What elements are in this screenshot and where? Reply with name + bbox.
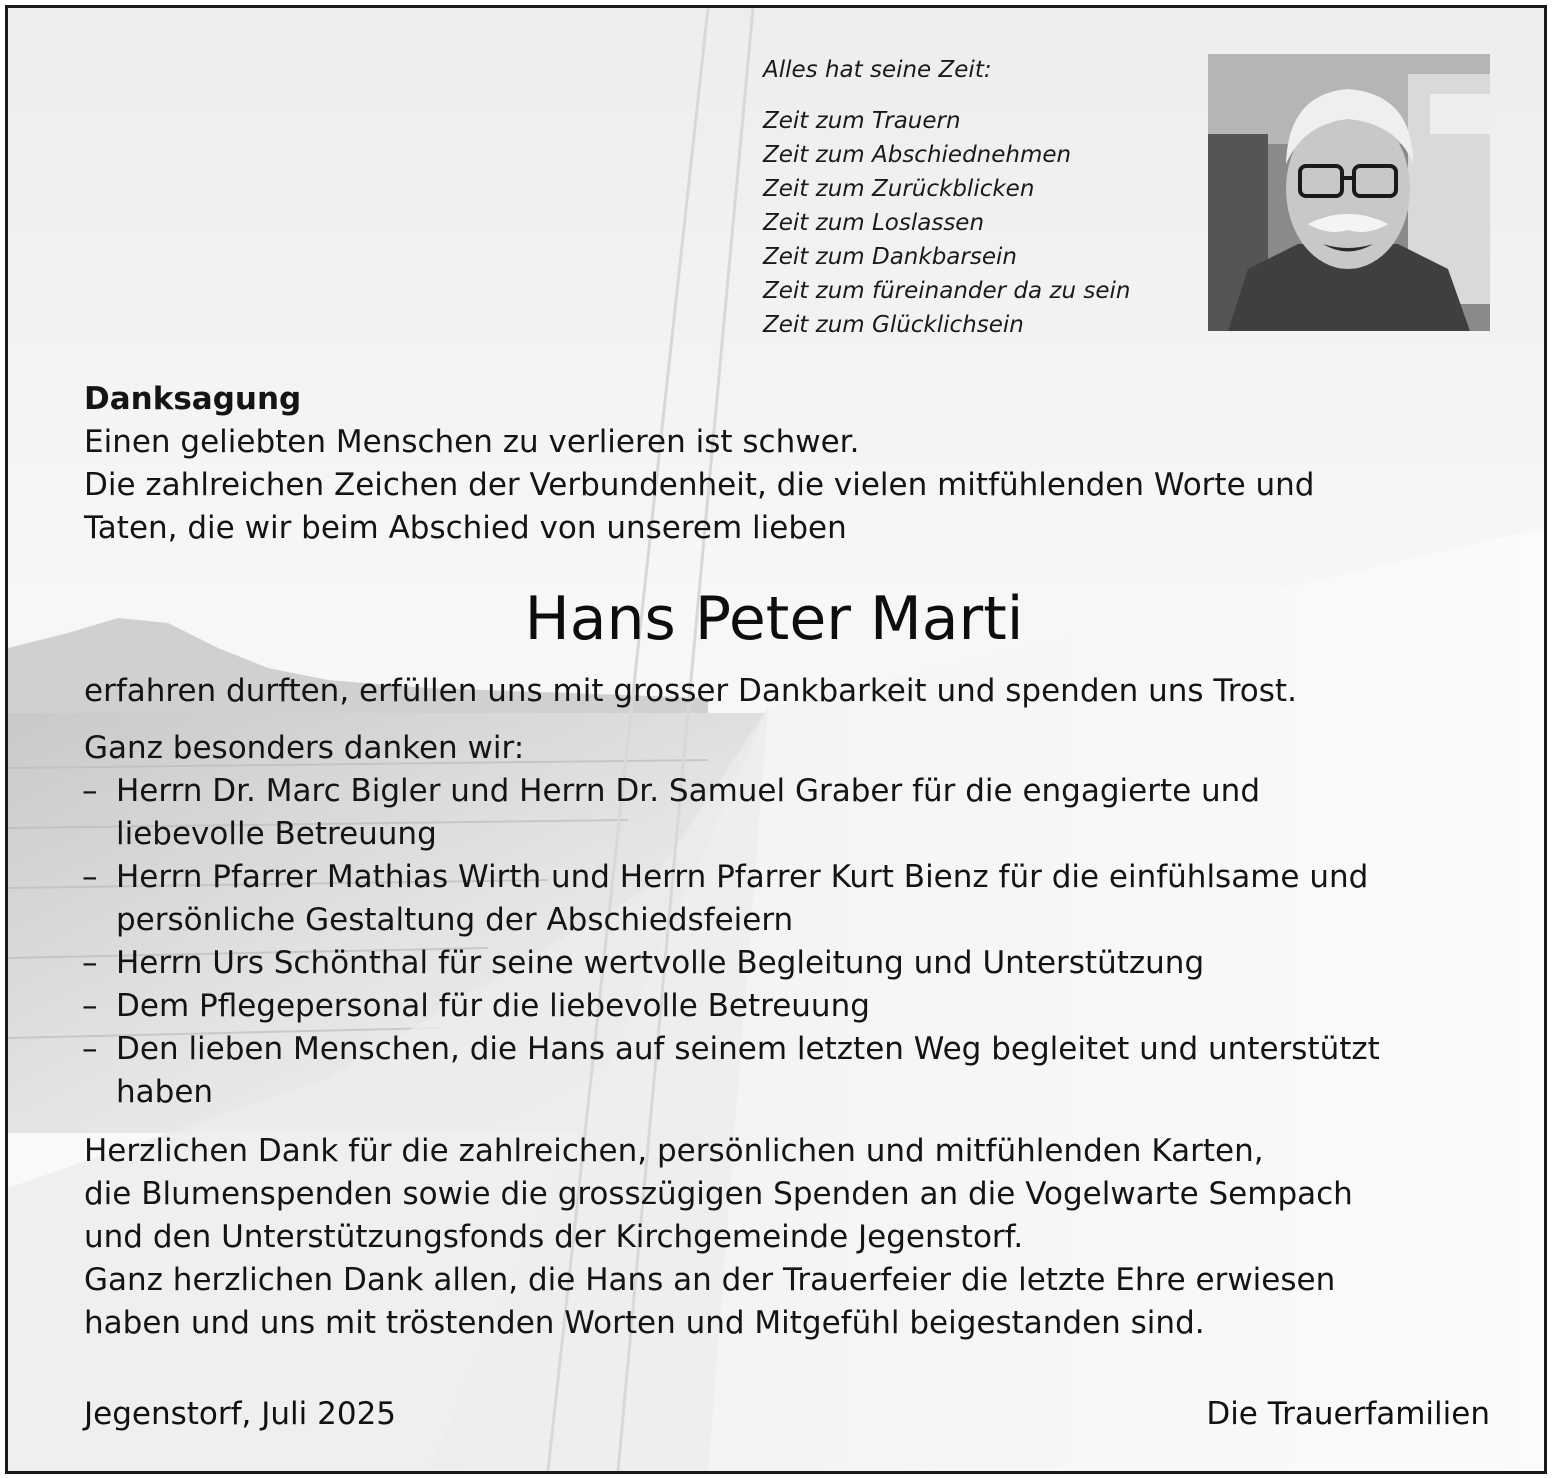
closing-line: Ganz herzlichen Dank allen, die Hans an der Trauerfeier die letzte Ehre erwiesen: [84, 1262, 1336, 1298]
intro-line: Einen geliebten Menschen zu verlieren ist schwer.: [84, 424, 860, 460]
portrait-image: [1208, 54, 1490, 331]
special-thanks-list: [84, 770, 1484, 1114]
poem-line: Zeit zum füreinander da zu sein: [763, 278, 1131, 304]
deceased-name: Hans Peter Marti: [524, 584, 1024, 654]
poem-line: Zeit zum Trauern: [763, 108, 961, 134]
list-dash: –: [82, 773, 98, 809]
place-date: Jegenstorf, Juli 2025: [84, 1396, 397, 1432]
list-item-line: liebevolle Betreuung: [116, 816, 437, 852]
portrait-photo: [1208, 54, 1490, 331]
list-dash: –: [82, 988, 98, 1024]
poem-line: Zeit zum Zurückblicken: [763, 176, 1035, 202]
list-dash: –: [82, 1031, 98, 1067]
heading-danksagung: Danksagung: [84, 381, 302, 417]
after-name-line: erfahren durften, erfüllen uns mit grosser Dankbarkeit und spenden uns Trost.: [84, 673, 1297, 709]
list-item: [84, 770, 1484, 856]
list-item: [84, 942, 1484, 985]
signature: Die Trauerfamilien: [1206, 1396, 1490, 1432]
closing-line: Herzlichen Dank für die zahlreichen, persönlichen und mitfühlenden Karten,: [84, 1133, 1264, 1169]
list-dash: –: [82, 945, 98, 981]
poem-line: Zeit zum Dankbarsein: [763, 244, 1017, 270]
main-text: [84, 378, 1484, 1345]
intro-line: Taten, die wir beim Abschied von unserem lieben: [84, 510, 847, 546]
special-thanks-title: Ganz besonders danken wir:: [84, 730, 525, 766]
obituary-card: [5, 5, 1547, 1474]
poem-line: Zeit zum Glücklichsein: [763, 312, 1024, 338]
poem-line: Zeit zum Loslassen: [763, 210, 985, 236]
poem-block: [763, 54, 1131, 342]
intro-line: Die zahlreichen Zeichen der Verbundenheit, die vielen mitfühlenden Worte und: [84, 467, 1315, 503]
poem-intro: Alles hat seine Zeit:: [763, 57, 992, 83]
list-item-line: Den lieben Menschen, die Hans auf seinem letzten Weg begleitet und unterstützt: [116, 1031, 1380, 1067]
list-item-line: haben: [116, 1074, 214, 1110]
list-dash: –: [82, 859, 98, 895]
list-item-line: persönliche Gestaltung der Abschiedsfeiern: [116, 902, 794, 938]
closing-line: haben und uns mit tröstenden Worten und Mitgefühl beigestanden sind.: [84, 1305, 1205, 1341]
list-item: [84, 985, 1484, 1028]
list-item: [84, 1028, 1484, 1114]
closing-line: und den Unterstützungsfonds der Kirchgemeinde Jegenstorf.: [84, 1219, 1024, 1255]
list-item: [84, 856, 1484, 942]
list-item-line: Herrn Urs Schönthal für seine wertvolle Begleitung und Unterstützung: [116, 945, 1205, 981]
list-item-line: Herrn Pfarrer Mathias Wirth und Herrn Pfarrer Kurt Bienz für die einfühlsame und: [116, 859, 1369, 895]
closing-line: die Blumenspenden sowie die grosszügigen Spenden an die Vogelwarte Sempach: [84, 1176, 1353, 1212]
list-item-line: Herrn Dr. Marc Bigler und Herrn Dr. Samuel Graber für die engagierte und: [116, 773, 1261, 809]
poem-line: Zeit zum Abschiednehmen: [763, 142, 1072, 168]
list-item-line: Dem Pflegepersonal für die liebevolle Betreuung: [116, 988, 870, 1024]
